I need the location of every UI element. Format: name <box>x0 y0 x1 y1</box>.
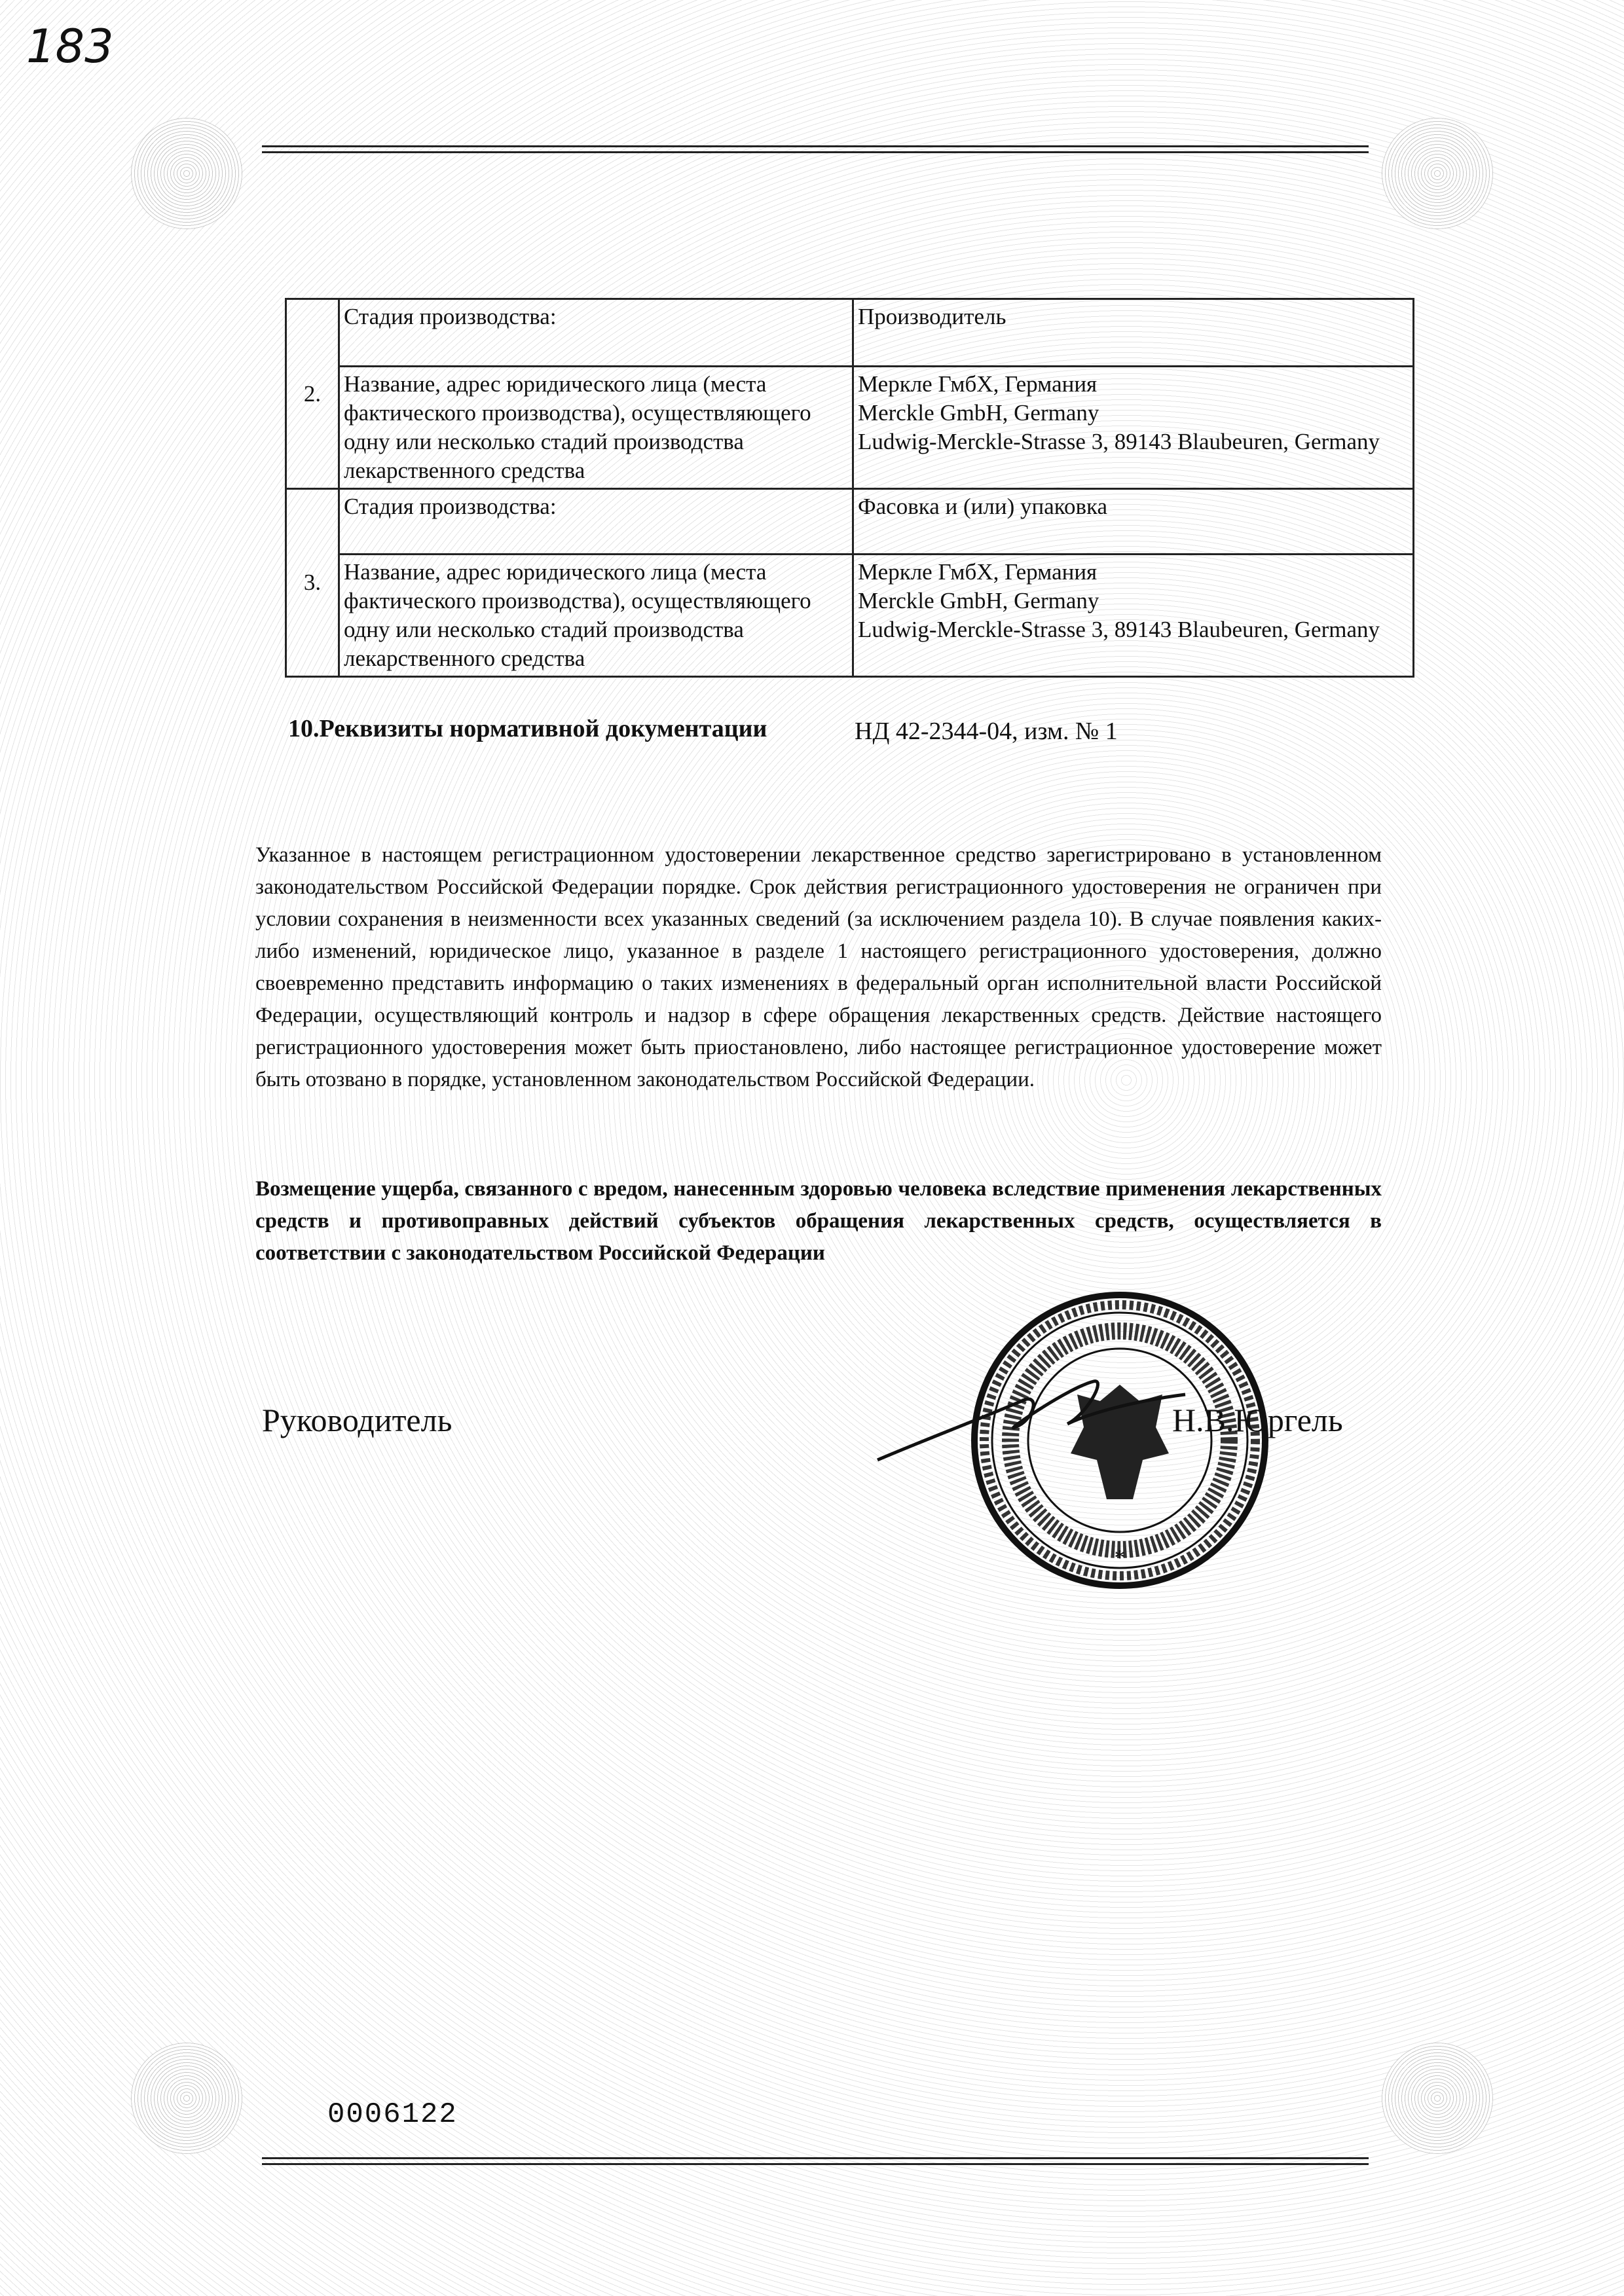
company-address: Ludwig-Merckle-Strasse 3, 89143 Blaubeuren, Germany <box>858 429 1380 454</box>
entity-label: Название, адрес юридического лица (места фактического производства), осуществляющего одну или несколько стадий производства лекарственного средства <box>339 367 853 489</box>
corner-rosette <box>1382 118 1493 229</box>
section-10-title: 10.Реквизиты нормативной документации <box>288 715 767 742</box>
entity-value <box>853 555 1414 677</box>
signer-role: Руководитель <box>262 1402 452 1438</box>
registration-validity-paragraph: Указанное в настоящем регистрационном удостоверении лекарственное средство зарегистрировано в установленном законодательством Российской Федерации порядке. Срок действия регистрационного удостоверения не ограничен при условии сохранения в неизменности всех указанных сведений (за исключением раздела 10). В случае появления каких-либо изменений, юридическое лицо, указанное в разделе 1 настоящего регистрационного удостоверения, должно своевременно представить информацию о таких изменениях в федеральный орган исполнительной власти Российской Федерации, осуществляющий контроль и надзор в сфере обращения лекарственных средств. Действие настоящего регистрационного удостоверения может быть приостановлено, либо настоящее регистрационное удостоверение может быть отозвано в порядке, установленном законодательством Российской Федерации. <box>255 843 1382 1091</box>
corner-rosette <box>1382 2043 1493 2154</box>
corner-rosette <box>131 118 242 229</box>
stage-value: Производитель <box>853 299 1414 367</box>
entity-label: Название, адрес юридического лица (места фактического производства), осуществляющего одну или несколько стадий производства лекарственного средства <box>339 555 853 677</box>
handwritten-signature <box>871 1362 1198 1480</box>
serial-number: 0006122 <box>327 2098 458 2131</box>
company-name-en: Merckle GmbH, Germany <box>858 588 1099 613</box>
company-name-en: Merckle GmbH, Germany <box>858 400 1099 426</box>
handwritten-page-number: 183 <box>26 20 114 73</box>
damage-compensation-paragraph: Возмещение ущерба, связанного с вредом, нанесенным здоровью человека вследствие применения лекарственных средств и противоправных действий субъектов обращения лекарственных средств, осуществляется в соответствии с законодательством Российской Федерации <box>255 1177 1382 1265</box>
table-row <box>286 299 1414 367</box>
row-number: 3. <box>286 489 339 677</box>
entity-value <box>853 367 1414 489</box>
stage-label: Стадия производства: <box>339 489 853 555</box>
table-row <box>286 367 1414 489</box>
bottom-border <box>262 2157 1369 2165</box>
table-row <box>286 489 1414 555</box>
row-number: 2. <box>286 299 339 489</box>
stage-label: Стадия производства: <box>339 299 853 367</box>
stage-value: Фасовка и (или) упаковка <box>853 489 1414 555</box>
company-address: Ludwig-Merckle-Strasse 3, 89143 Blaubeuren, Germany <box>858 617 1380 642</box>
company-name-ru: Меркле ГмбХ, Германия <box>858 559 1098 585</box>
signer-name: Н.В.Юргель <box>1172 1402 1343 1438</box>
manufacturer-table <box>285 298 1414 678</box>
section-10-value: НД 42-2344-04, изм. № 1 <box>855 718 1118 745</box>
svg-text:*: * <box>1114 1546 1126 1570</box>
table-row <box>286 555 1414 677</box>
corner-rosette <box>131 2043 242 2154</box>
company-name-ru: Меркле ГмбХ, Германия <box>858 371 1098 397</box>
top-border <box>262 145 1369 153</box>
